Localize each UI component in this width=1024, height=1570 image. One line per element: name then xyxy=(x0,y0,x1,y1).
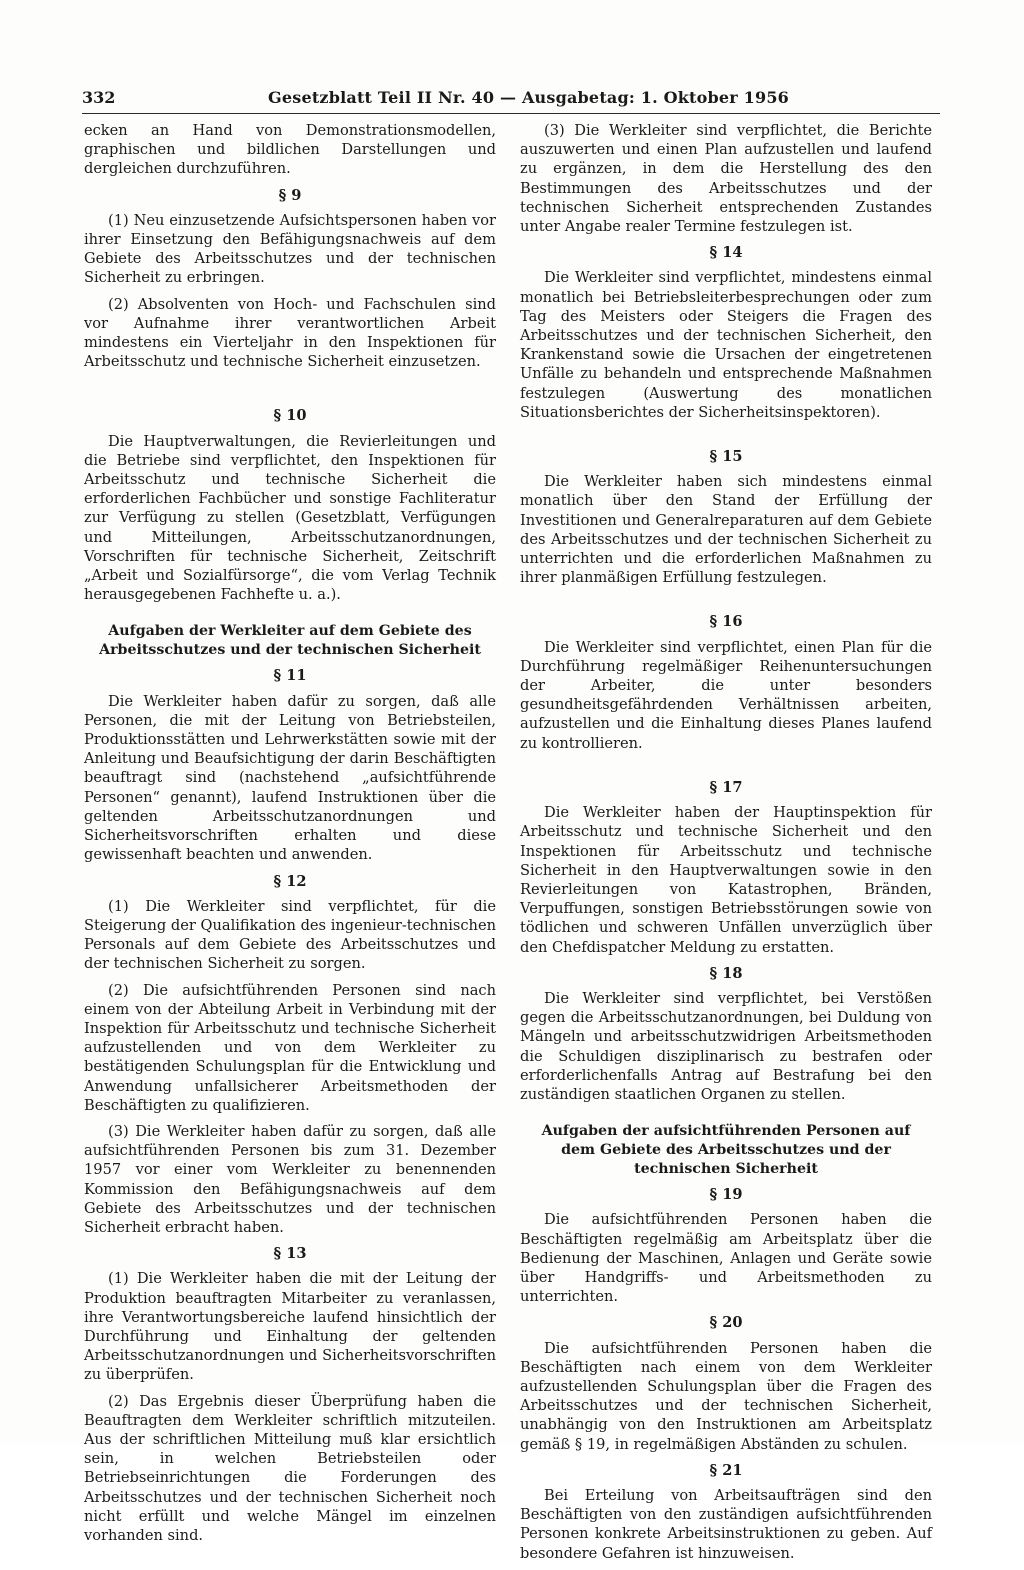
section-heading-13: § 13 xyxy=(273,1245,307,1263)
section-heading-20: § 20 xyxy=(709,1314,743,1332)
chapter-heading-aufsicht: Aufgaben der aufsichtführenden Personen auf dem Gebiete des Arbeitsschutzes und der technischen Sicherheit xyxy=(541,1123,911,1178)
paragraph: Die Hauptverwaltungen, die Revierleitungen und die Betriebe sind verpflichtet, den Inspektionen für Arbeitsschutz und technische Sicherheit die erforderlichen Fachbücher und sonstige Fachliteratur zur Verfügung zu stellen (Gesetzblatt, Verfügungen und Mitteilungen, Arbeitsschutzanordnungen, Vorschriften für technische Sicherheit, Zeitschrift „Arbeit und Sozialfürsorge“, die vom Verlag Technik herausgegebenen Fachhefte u. a.). xyxy=(84,432,496,604)
page-header xyxy=(82,88,940,114)
section-heading-17: § 17 xyxy=(709,778,743,796)
paragraph: (1) Die Werkleiter sind verpflichtet, für die Steigerung der Qualifikation des ingenieur-technischen Personals auf dem Gebiete des Arbeitsschutzes und der technischen Sicherheit zu sorgen. xyxy=(84,897,496,973)
paragraph: Bei Erteilung von Arbeitsaufträgen sind den Beschäftigten von den zuständigen aufsichtführenden Personen konkrete Arbeitsinstruktionen zu geben. Auf besondere Gefahren ist hinzuweisen. xyxy=(520,1486,932,1562)
page-number: 332 xyxy=(82,88,116,107)
section-heading-9: § 9 xyxy=(278,186,302,204)
paragraph: (1) Die Werkleiter haben die mit der Leitung der Produktion beauftragten Mitarbeiter zu veranlassen, ihre Verantwortungsbereiche laufend hinsichtlich der Durchführung und Einhaltung der geltenden Arbeitsschutzanordnungen und Sicherheitsvorschriften zu überprüfen. xyxy=(84,1270,496,1384)
chapter-heading-werkleiter: Aufgaben der Werkleiter auf dem Gebiete des Arbeitsschutzes und der technischen Sicherheit xyxy=(99,623,481,659)
paragraph: Die Werkleiter haben der Hauptinspektion für Arbeitsschutz und technische Sicherheit und den Inspektionen für Arbeitsschutz und technische Sicherheit in den Hauptverwaltungen sowie in den Revierleitungen von Katastrophen, Bränden, Verpuffungen, sonstigen Betriebsstörungen sowie von tödlichen und schweren Unfällen unverzüglich über den Chefdispatcher Meldung zu erstatten. xyxy=(520,804,932,956)
left-column xyxy=(84,121,496,1552)
paragraph: Die aufsichtführenden Personen haben die Beschäftigten nach einem von dem Werkleiter aufzustellenden Schulungsplan über die Fragen des Arbeitsschutzes und der technischen Sicherheit, unabhängig von den Instruktionen am Arbeitsplatz gemäß § 19, in regelmäßigen Abständen zu schulen. xyxy=(520,1339,932,1453)
section-heading-10: § 10 xyxy=(273,407,307,425)
section-heading-18: § 18 xyxy=(709,964,743,982)
paragraph: Die Werkleiter haben sich mindestens einmal monatlich über den Stand der Erfüllung der Investitionen und Generalreparaturen auf dem Gebiete des Arbeitsschutzes und der technischen Sicherheit zu unterrichten und die erforderlichen Maßnahmen zu ihrer planmäßigen Erfüllung festzulegen. xyxy=(520,473,932,587)
paragraph: Die Werkleiter sind verpflichtet, einen Plan für die Durchführung regelmäßiger Reihenuntersuchungen der Arbeiter, die unter besonders gesundheitsgefährdenden Verhältnissen arbeiten, aufzustellen und die Einhaltung dieses Planes laufend zu kontrollieren. xyxy=(520,638,932,752)
paragraph: (3) Die Werkleiter sind verpflichtet, die Berichte auszuwerten und einen Plan aufzustellen und laufend zu ergänzen, in dem die Herstellung des den Bestimmungen des Arbeitsschutzes und der technischen Sicherheit entsprechenden Zustandes unter Angabe realer Termine festzulegen ist. xyxy=(520,122,932,236)
header-rule xyxy=(82,113,940,114)
section-heading-12: § 12 xyxy=(273,872,307,890)
spacer xyxy=(520,429,932,441)
spacer xyxy=(520,594,932,606)
paragraph: Die Werkleiter sind verpflichtet, mindestens einmal monatlich bei Betriebsleiterbesprechungen oder zum Tag des Meisters oder Steigers die Fragen des Arbeitsschutzes und der technischen Sicherheit, den Krankenstand sowie die Ursachen der eingetretenen Unfälle zu behandeln und entsprechende Maßnahmen festzulegen (Auswertung des monatlichen Situationsberichtes der Sicherheitsinspektoren). xyxy=(520,269,932,421)
paragraph: (1) Neu einzusetzende Aufsichtspersonen haben vor ihrer Einsetzung den Befähigungsnachweis auf dem Gebiete des Arbeitsschutzes und der technischen Sicherheit zu erbringen. xyxy=(84,211,496,287)
right-column xyxy=(520,121,932,1570)
paragraph: (2) Absolventen von Hoch- und Fachschulen sind vor Aufnahme ihrer verantwortlichen Arbeit mindestens ein Vierteljahr in den Inspektionen für Arbeitsschutz und technische Sicherheit einzusetzen. xyxy=(84,295,496,371)
paragraph: Die Werkleiter sind verpflichtet, bei Verstößen gegen die Arbeitsschutzanordnungen, bei Duldung von Mängeln und arbeitsschutzwidrigen Arbeitsmethoden die Schuldigen disziplinarisch zu bestrafen oder erforderlichenfalls Antrag auf Bestrafung bei den zuständigen staatlichen Organen zu stellen. xyxy=(520,989,932,1103)
section-heading-19: § 19 xyxy=(709,1186,743,1204)
section-heading-11: § 11 xyxy=(273,667,307,685)
paragraph: (2) Die aufsichtführenden Personen sind nach einem von der Abteilung Arbeit in Verbindung mit der Inspektion für Arbeitsschutz und technische Sicherheit aufzustellenden und von dem Werkleiter zu bestätigenden Schulungsplan für die Entwicklung und Anwendung unfallsicherer Arbeitsmethoden der Beschäftigten zu qualifizieren. xyxy=(84,981,496,1114)
spacer xyxy=(84,378,496,400)
paragraph: Die aufsichtführenden Personen haben die Beschäftigten regelmäßig am Arbeitsplatz über die Bedienung der Maschinen, Anlagen und Geräte sowie über Handgriffs- und Arbeitsmethoden zu unterrichten. xyxy=(520,1211,932,1306)
section-heading-15: § 15 xyxy=(709,448,743,466)
section-heading-16: § 16 xyxy=(709,613,743,631)
paragraph: Die Werkleiter haben dafür zu sorgen, daß alle Personen, die mit der Leitung von Betriebsteilen, Produktionsstätten und Lehrwerkstätten sowie mit der Anleitung und Beaufsichtigung der darin Beschäftigten beauftragt sind (nachstehend „aufsichtführende Personen“ genannt), laufend Instruktionen über die geltenden Arbeitsschutzanordnungen und Sicherheitsvorschriften erhalten und diese gewissenhaft beachten und anwenden. xyxy=(84,692,496,864)
paragraph: (2) Das Ergebnis dieser Überprüfung haben die Beauftragten dem Werkleiter schriftlich mitzuteilen. Aus der schriftlichen Mitteilung muß klar ersichtlich sein, in welchen Betriebsteilen oder Betriebseinrichtungen die Forderungen des Arbeitsschutzes und der technischen Sicherheit noch nicht erfüllt und welche Mängel im einzelnen vorhanden sind. xyxy=(84,1392,496,1544)
section-heading-14: § 14 xyxy=(709,244,743,262)
paragraph: (3) Die Werkleiter haben dafür zu sorgen, daß alle aufsichtführenden Personen bis zum 31. Dezember 1957 vor einer vom Werkleiter zu benennenden Kommission den Befähigungsnachweis auf dem Gebiete des Arbeitsschutzes und der technischen Sicherheit erbracht haben. xyxy=(84,1122,496,1236)
paragraph: ecken an Hand von Demonstrationsmodellen, graphischen und bildlichen Darstellungen und dergleichen durchzuführen. xyxy=(84,122,496,178)
spacer xyxy=(520,760,932,772)
section-heading-21: § 21 xyxy=(709,1461,743,1479)
running-title: Gesetzblatt Teil II Nr. 40 — Ausgabetag: 1. Oktober 1956 xyxy=(268,88,789,107)
